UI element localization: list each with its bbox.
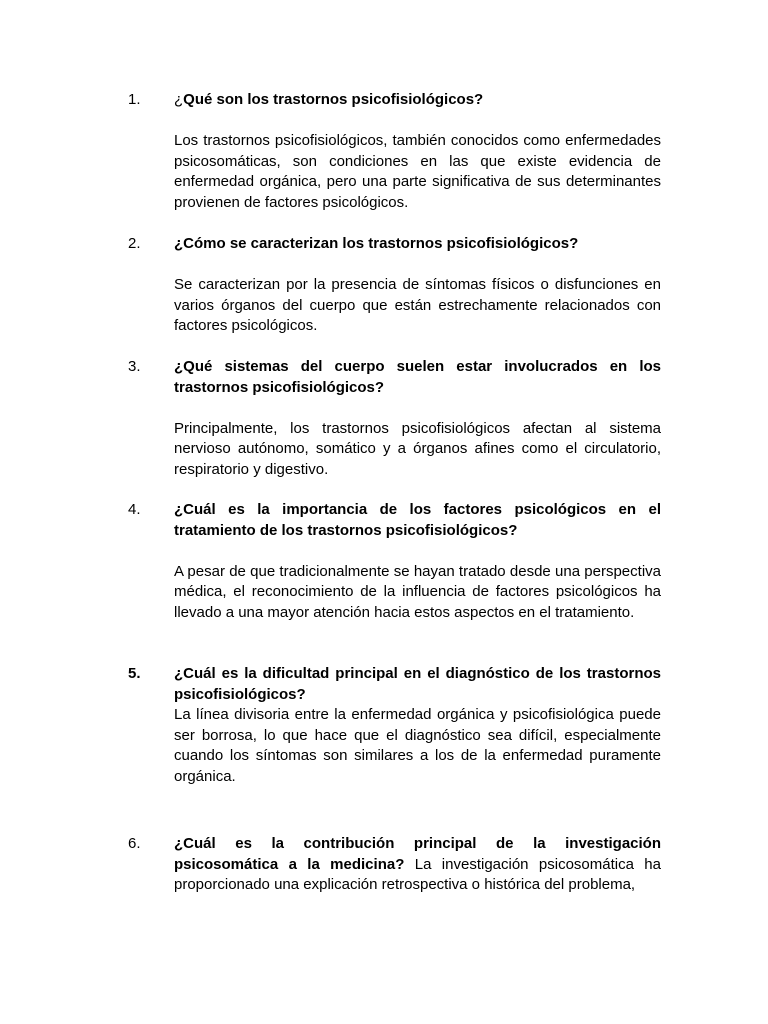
list-item-5 [128, 664, 661, 787]
question-2: ¿Cómo se caracterizan los trastornos psicofisiológicos? [174, 235, 579, 252]
question-3: ¿Qué sistemas del cuerpo suelen estar involucrados en los trastornos psicofisiológicos? [174, 358, 661, 396]
list-item-1 [128, 90, 661, 213]
item-number: 4. [128, 501, 141, 518]
item-number: 2. [128, 235, 141, 252]
answer-2: Se caracterizan por la presencia de síntomas físicos o disfunciones en varios órganos del cuerpo que están estrechamente relacionados con factores psicológicos. [174, 276, 661, 334]
answer-4: A pesar de que tradicionalmente se hayan tratado desde una perspectiva médica, el reconocimiento de la influencia de factores psicológicos ha llevado a una mayor atención hacia estos aspectos en el tratamiento. [174, 562, 661, 621]
answer-6: La investigación psicosomática ha proporcionado una explicación retrospectiva o histórica del problema, [174, 855, 661, 893]
answer-3: Principalmente, los trastornos psicofisiológicos afectan al sistema nervioso autónomo, somático y a órganos afines como el circulatorio, respiratorio y digestivo. [174, 419, 661, 478]
list-item-2 [128, 234, 661, 337]
item-number: 5. [128, 665, 141, 682]
answer-1: Los trastornos psicofisiológicos, también conocidos como enfermedades psicosomáticas, son condiciones en las que existe evidencia de enfermedad orgánica, pero una parte significativa de sus determinantes provienen de factores psicológicos. [174, 132, 661, 211]
question-answer-6 [174, 834, 661, 896]
item-number: 1. [128, 91, 141, 108]
question-5: ¿Cuál es la dificultad principal en el diagnóstico de los trastornos psicofisiológicos? [174, 665, 661, 703]
question-4: ¿Cuál es la importancia de los factores psicológicos en el tratamiento de los trastornos psicofisiológicos? [174, 501, 661, 539]
question-prefix: ¿ [174, 91, 184, 108]
answer-5: La línea divisoria entre la enfermedad orgánica y psicofisiológica puede ser borrosa, lo que hace que el diagnóstico sea difícil, especialmente cuando los síntomas son similares a los de la enfermedad puramente orgánica. [174, 706, 661, 785]
item-number: 3. [128, 358, 141, 375]
question-6: ¿Cuál es la contribución principal de la investigación psicosomática a la medicina? [174, 835, 661, 873]
list-item-4 [128, 500, 661, 623]
list-item-3 [128, 357, 661, 480]
item-number: 6. [128, 835, 141, 852]
question-text: Qué son los trastornos psicofisiológicos? [183, 91, 484, 108]
question-1 [174, 90, 661, 111]
list-item-6 [128, 834, 661, 896]
